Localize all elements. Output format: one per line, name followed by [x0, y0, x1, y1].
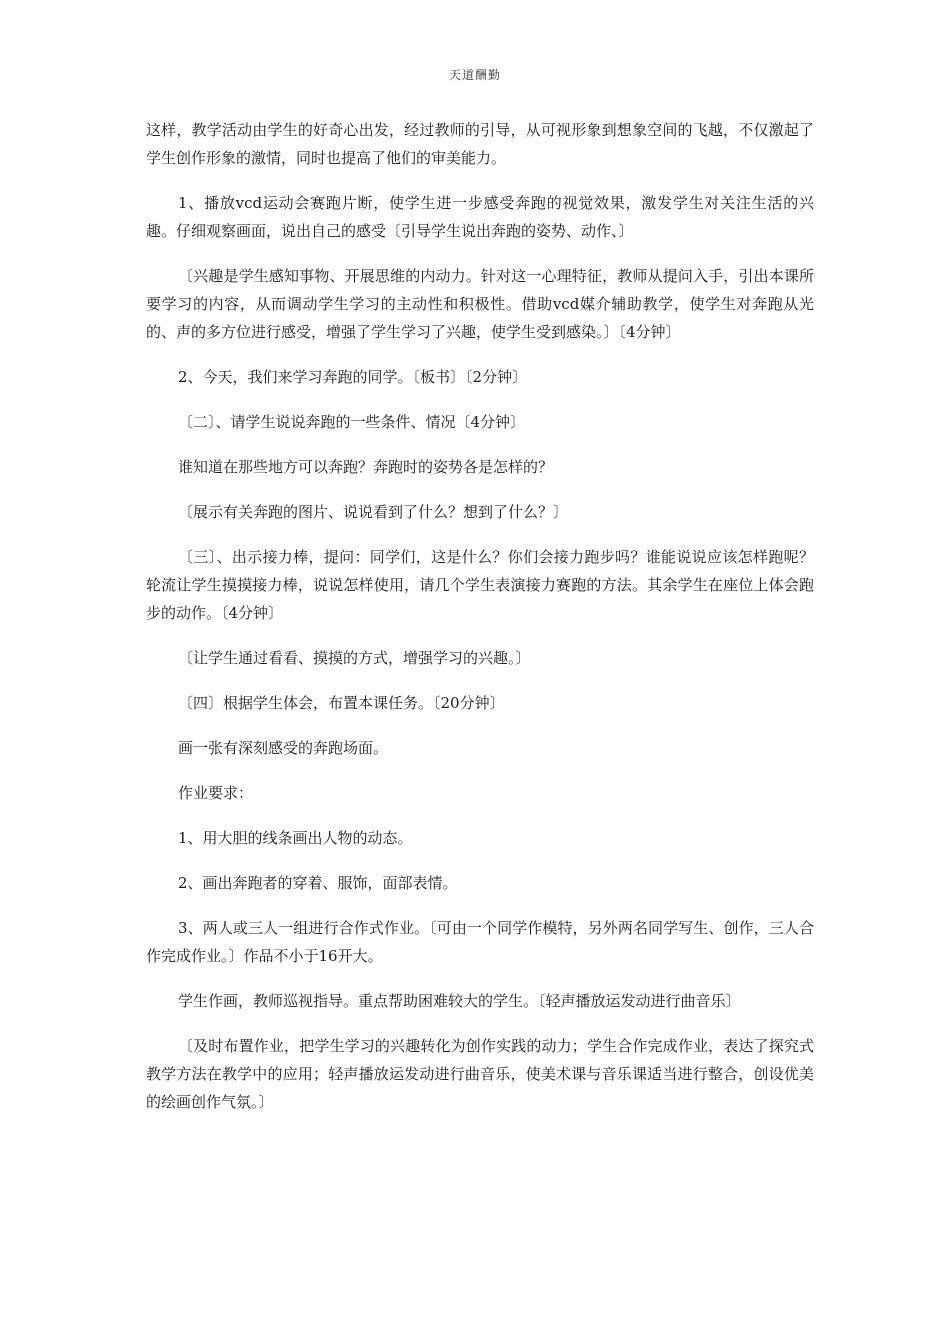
paragraph-section-3: 〔三〕、出示接力棒，提问：同学们，这是什么？你们会接力跑步吗？谁能说说应该怎样跑呢？轮流让学生摸摸接力棒，说说怎样使用，请几个学生表演接力赛跑的方法。其余学生在座位上体会跑步的动作。〔4分钟〕	[146, 548, 814, 622]
paragraph-final-note: 〔及时布置作业，把学生学习的兴趣转化为创作实践的动力；学生合作完成作业，表达了探究式教学方法在教学中的应用；轻声播放运发动进行曲音乐，使美术课与音乐课适当进行整合，创设优美的绘画创作气氛。〕	[146, 1037, 814, 1111]
paragraph-student-drawing: 学生作画，教师巡视指导。重点帮助困难较大的学生。〔轻声播放运发动进行曲音乐〕	[178, 992, 741, 1010]
paragraph-requirement-1: 1、用大胆的线条画出人物的动态。	[178, 829, 413, 847]
paragraph-task: 画一张有深刻感受的奔跑场面。	[178, 739, 389, 757]
paragraph-touch-note: 〔让学生通过看看、摸摸的方式，增强学习的兴趣。〕	[178, 649, 531, 667]
paragraph-section-4: 〔四〕根据学生体会，布置本课任务。〔20分钟〕	[178, 694, 505, 712]
paragraph-step-1-vcd: 1、播放vcd运动会赛跑片断，使学生进一步感受奔跑的视觉效果，激发学生对关注生活的兴趣。仔细观察画面，说出自己的感受〔引导学生说出奔跑的姿势、动作、〕	[146, 194, 814, 240]
paragraph-question: 谁知道在那些地方可以奔跑？奔跑时的姿势各是怎样的？	[178, 458, 554, 476]
document-body	[146, 116, 814, 1133]
paragraph-requirements-heading: 作业要求：	[178, 784, 254, 802]
paragraph-section-2: 〔二〕、请学生说说奔跑的一些条件、情况〔4分钟〕	[178, 413, 526, 431]
paragraph-requirement-3: 3、两人或三人一组进行合作式作业。〔可由一个同学作模特，另外两名同学写生、创作，三人合作完成作业。〕作品不小于16开大。	[146, 919, 814, 965]
paragraph-interest-note: 〔兴趣是学生感知事物、开展思维的内动力。针对这一心理特征，教师从提问入手，引出本课所要学习的内容，从而调动学生学习的主动性和积极性。借助vcd媒介辅助教学，使学生对奔跑从光的、声的多方位进行感受，增强了学生学习了兴趣，使学生受到感染。〕〔4分钟〕	[146, 267, 814, 341]
paragraph-requirement-2: 2、画出奔跑者的穿着、服饰，面部表情。	[178, 874, 458, 892]
paragraph-intro-continuation: 这样，教学活动由学生的好奇心出发，经过教师的引导，从可视形象到想象空间的飞越，不仅激起了学生创作形象的激情，同时也提高了他们的审美能力。	[146, 121, 814, 167]
paragraph-step-2-today: 2、今天，我们来学习奔跑的同学。〔板书〕〔2分钟〕	[178, 368, 528, 386]
page-header: 天道酬勤	[448, 68, 501, 82]
paragraph-show-pictures: 〔展示有关奔跑的图片、说说看到了什么？想到了什么？〕	[178, 503, 569, 521]
